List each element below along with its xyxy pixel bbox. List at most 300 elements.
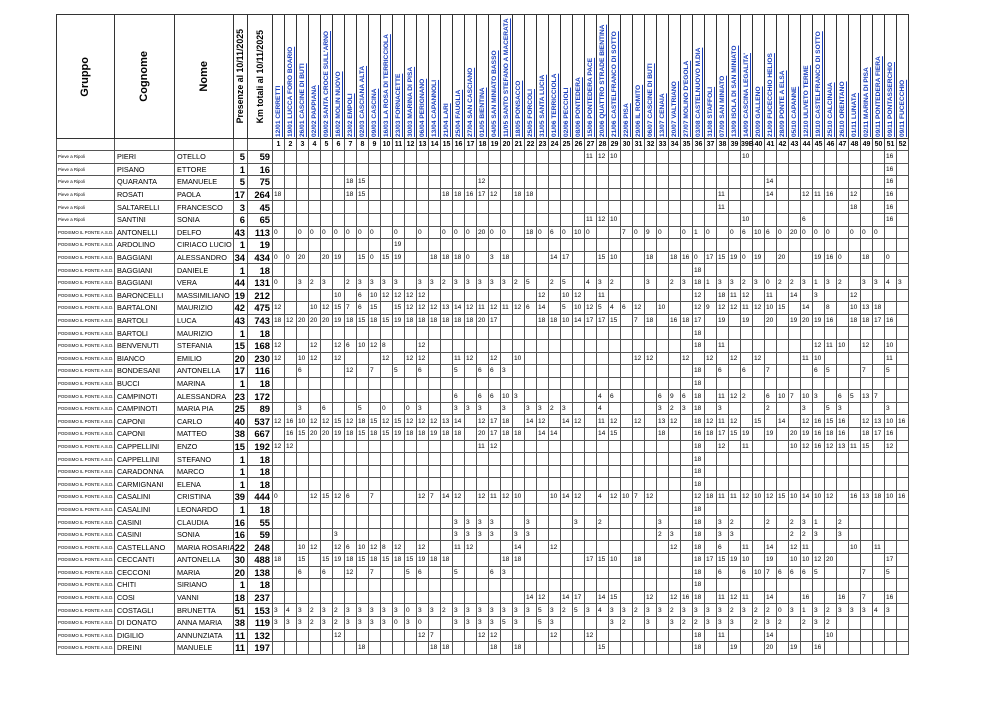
value-cell bbox=[417, 390, 429, 403]
value-cell bbox=[681, 188, 693, 201]
value-cell: 18 bbox=[441, 642, 453, 655]
km-cell: 537 bbox=[248, 415, 273, 428]
value-cell bbox=[753, 478, 765, 491]
value-cell bbox=[777, 629, 789, 642]
value-cell bbox=[393, 327, 405, 340]
value-cell bbox=[573, 365, 585, 378]
presence-cell: 6 bbox=[234, 213, 248, 226]
value-cell bbox=[585, 616, 597, 629]
value-cell: 18 bbox=[453, 428, 465, 441]
value-cell bbox=[285, 629, 297, 642]
value-cell bbox=[297, 528, 309, 541]
value-cell: 17 bbox=[477, 188, 489, 201]
value-cell: 0 bbox=[741, 251, 753, 264]
value-cell bbox=[393, 566, 405, 579]
value-cell bbox=[789, 503, 801, 516]
name-cell: MASSIMILIANO bbox=[175, 289, 234, 302]
value-cell bbox=[597, 465, 609, 478]
value-cell bbox=[501, 163, 513, 176]
race-header bbox=[513, 15, 525, 139]
value-cell bbox=[561, 616, 573, 629]
value-cell bbox=[849, 516, 861, 529]
value-cell: 12 bbox=[825, 491, 837, 504]
value-cell bbox=[273, 453, 285, 466]
km-cell: 248 bbox=[248, 541, 273, 554]
table-row bbox=[57, 428, 909, 441]
value-cell: 0 bbox=[885, 251, 897, 264]
value-cell bbox=[765, 478, 777, 491]
name-cell: ELENA bbox=[175, 478, 234, 491]
value-cell bbox=[501, 176, 513, 189]
table-row bbox=[57, 339, 909, 352]
value-cell: 3 bbox=[477, 516, 489, 529]
value-cell bbox=[585, 251, 597, 264]
value-cell: 10 bbox=[561, 289, 573, 302]
value-cell bbox=[321, 213, 333, 226]
value-cell bbox=[753, 377, 765, 390]
value-cell bbox=[285, 377, 297, 390]
value-cell bbox=[345, 327, 357, 340]
value-cell: 3 bbox=[489, 251, 501, 264]
value-cell: 14 bbox=[453, 302, 465, 315]
value-cell bbox=[321, 377, 333, 390]
name-cell: ETTORE bbox=[175, 163, 234, 176]
value-cell bbox=[357, 201, 369, 214]
value-cell: 3 bbox=[465, 528, 477, 541]
value-cell bbox=[297, 201, 309, 214]
value-cell bbox=[885, 289, 897, 302]
value-cell bbox=[741, 339, 753, 352]
race-name: 13/07 CENAIA bbox=[659, 93, 666, 137]
value-cell bbox=[657, 541, 669, 554]
race-number: 29 bbox=[609, 139, 621, 151]
table-row bbox=[57, 402, 909, 415]
value-cell bbox=[885, 516, 897, 529]
value-cell bbox=[825, 327, 837, 340]
value-cell bbox=[885, 377, 897, 390]
value-cell bbox=[789, 377, 801, 390]
value-cell bbox=[549, 352, 561, 365]
value-cell: 3 bbox=[813, 289, 825, 302]
value-cell bbox=[321, 352, 333, 365]
value-cell: 18 bbox=[405, 314, 417, 327]
value-cell bbox=[405, 365, 417, 378]
value-cell bbox=[813, 402, 825, 415]
value-cell bbox=[849, 415, 861, 428]
surname-cell: CAMPINOTI bbox=[115, 390, 175, 403]
value-cell bbox=[801, 579, 813, 592]
value-cell: 3 bbox=[837, 604, 849, 617]
value-cell bbox=[885, 302, 897, 315]
value-cell: 16 bbox=[837, 415, 849, 428]
value-cell: 12 bbox=[477, 629, 489, 642]
value-cell bbox=[501, 264, 513, 277]
value-cell bbox=[705, 365, 717, 378]
value-cell bbox=[453, 163, 465, 176]
value-cell bbox=[429, 377, 441, 390]
value-cell: 5 bbox=[597, 302, 609, 315]
km-cell: 59 bbox=[248, 151, 273, 164]
value-cell bbox=[765, 264, 777, 277]
value-cell: 10 bbox=[297, 352, 309, 365]
value-cell bbox=[705, 629, 717, 642]
value-cell bbox=[849, 465, 861, 478]
value-cell: 7 bbox=[369, 365, 381, 378]
value-cell bbox=[357, 163, 369, 176]
value-cell: 3 bbox=[885, 604, 897, 617]
value-cell: 0 bbox=[633, 226, 645, 239]
value-cell: 12 bbox=[417, 415, 429, 428]
race-number: 1 bbox=[273, 139, 285, 151]
surname-header-label: Cognome bbox=[138, 51, 150, 102]
value-cell bbox=[669, 226, 681, 239]
value-cell bbox=[789, 365, 801, 378]
value-cell: 0 bbox=[777, 604, 789, 617]
value-cell bbox=[885, 642, 897, 655]
value-cell bbox=[837, 176, 849, 189]
value-cell bbox=[309, 151, 321, 164]
value-cell bbox=[789, 616, 801, 629]
value-cell: 10 bbox=[813, 491, 825, 504]
value-cell bbox=[789, 339, 801, 352]
value-cell: 18 bbox=[693, 276, 705, 289]
value-cell bbox=[813, 201, 825, 214]
km-cell: 18 bbox=[248, 579, 273, 592]
table-row bbox=[57, 314, 909, 327]
value-cell bbox=[573, 327, 585, 340]
value-cell bbox=[849, 352, 861, 365]
value-cell: 11 bbox=[717, 188, 729, 201]
value-cell bbox=[273, 213, 285, 226]
value-cell: 12 bbox=[813, 554, 825, 567]
value-cell bbox=[801, 264, 813, 277]
value-cell bbox=[777, 377, 789, 390]
value-cell bbox=[669, 453, 681, 466]
name-header bbox=[175, 15, 234, 139]
value-cell: 18 bbox=[429, 554, 441, 567]
value-cell: 0 bbox=[393, 226, 405, 239]
value-cell bbox=[609, 465, 621, 478]
value-cell bbox=[897, 163, 909, 176]
race-header bbox=[573, 15, 585, 139]
value-cell: 11 bbox=[885, 352, 897, 365]
value-cell bbox=[309, 642, 321, 655]
value-cell bbox=[669, 579, 681, 592]
value-cell: 20 bbox=[477, 428, 489, 441]
race-name: 12/01 CERRETTI bbox=[275, 85, 282, 137]
value-cell bbox=[429, 465, 441, 478]
value-cell bbox=[309, 213, 321, 226]
value-cell: 11 bbox=[477, 440, 489, 453]
value-cell: 3 bbox=[729, 276, 741, 289]
value-cell: 12 bbox=[645, 591, 657, 604]
value-cell bbox=[429, 365, 441, 378]
value-cell bbox=[645, 415, 657, 428]
value-cell bbox=[849, 163, 861, 176]
value-cell bbox=[489, 289, 501, 302]
value-cell: 10 bbox=[801, 554, 813, 567]
value-cell bbox=[585, 339, 597, 352]
value-cell: 15 bbox=[393, 415, 405, 428]
value-cell bbox=[837, 541, 849, 554]
race-header bbox=[297, 15, 309, 139]
value-cell: 7 bbox=[861, 365, 873, 378]
value-cell: 12 bbox=[513, 302, 525, 315]
race-header bbox=[333, 15, 345, 139]
value-cell bbox=[825, 453, 837, 466]
value-cell bbox=[381, 264, 393, 277]
value-cell bbox=[873, 528, 885, 541]
value-cell: 3 bbox=[645, 604, 657, 617]
value-cell bbox=[741, 377, 753, 390]
value-cell bbox=[753, 176, 765, 189]
value-cell bbox=[273, 365, 285, 378]
value-cell bbox=[789, 453, 801, 466]
value-cell bbox=[681, 478, 693, 491]
table-row bbox=[57, 163, 909, 176]
value-cell bbox=[897, 579, 909, 592]
value-cell bbox=[417, 440, 429, 453]
race-header bbox=[489, 15, 501, 139]
value-cell bbox=[381, 163, 393, 176]
value-cell bbox=[645, 176, 657, 189]
value-cell bbox=[429, 453, 441, 466]
value-cell bbox=[477, 327, 489, 340]
value-cell bbox=[657, 616, 669, 629]
value-cell: 3 bbox=[813, 604, 825, 617]
value-cell bbox=[405, 201, 417, 214]
value-cell bbox=[813, 176, 825, 189]
value-cell bbox=[345, 465, 357, 478]
value-cell bbox=[633, 213, 645, 226]
table-row bbox=[57, 541, 909, 554]
value-cell bbox=[609, 339, 621, 352]
value-cell: 19 bbox=[753, 251, 765, 264]
value-cell bbox=[741, 579, 753, 592]
value-cell: 12 bbox=[309, 491, 321, 504]
value-cell: 12 bbox=[753, 302, 765, 315]
value-cell bbox=[465, 239, 477, 252]
value-cell bbox=[765, 528, 777, 541]
value-cell bbox=[861, 201, 873, 214]
value-cell bbox=[333, 327, 345, 340]
value-cell: 12 bbox=[477, 415, 489, 428]
value-cell bbox=[837, 453, 849, 466]
value-cell bbox=[789, 415, 801, 428]
value-cell bbox=[861, 377, 873, 390]
value-cell bbox=[861, 478, 873, 491]
value-cell: 19 bbox=[729, 251, 741, 264]
value-cell: 16 bbox=[849, 491, 861, 504]
value-cell: 15 bbox=[381, 554, 393, 567]
race-name: 21/09 FUCECCHIO HELIOS bbox=[767, 53, 774, 137]
value-cell: 12 bbox=[393, 541, 405, 554]
value-cell: 18 bbox=[549, 314, 561, 327]
race-name: 27/04 SAN CASCIANO bbox=[467, 67, 474, 137]
value-cell bbox=[621, 327, 633, 340]
value-cell: 12 bbox=[345, 365, 357, 378]
presence-cell: 44 bbox=[234, 276, 248, 289]
value-cell: 3 bbox=[477, 276, 489, 289]
value-cell bbox=[849, 616, 861, 629]
value-cell bbox=[465, 566, 477, 579]
value-cell bbox=[489, 591, 501, 604]
value-cell bbox=[417, 151, 429, 164]
value-cell: 3 bbox=[465, 516, 477, 529]
value-cell bbox=[789, 163, 801, 176]
value-cell bbox=[705, 465, 717, 478]
value-cell: 12 bbox=[489, 188, 501, 201]
value-cell: 5 bbox=[453, 566, 465, 579]
value-cell bbox=[753, 440, 765, 453]
value-cell bbox=[765, 465, 777, 478]
value-cell: 12 bbox=[489, 440, 501, 453]
race-number: 33 bbox=[657, 139, 669, 151]
value-cell bbox=[681, 428, 693, 441]
value-cell bbox=[813, 591, 825, 604]
value-cell bbox=[621, 314, 633, 327]
value-cell bbox=[885, 616, 897, 629]
value-cell bbox=[897, 591, 909, 604]
value-cell bbox=[729, 541, 741, 554]
value-cell: 2 bbox=[753, 616, 765, 629]
value-cell: 10 bbox=[885, 491, 897, 504]
value-cell bbox=[669, 365, 681, 378]
value-cell: 3 bbox=[453, 276, 465, 289]
value-cell bbox=[549, 163, 561, 176]
value-cell bbox=[321, 516, 333, 529]
value-cell: 3 bbox=[477, 528, 489, 541]
value-cell bbox=[525, 176, 537, 189]
value-cell: 6 bbox=[321, 566, 333, 579]
value-cell bbox=[393, 213, 405, 226]
value-cell bbox=[537, 151, 549, 164]
value-cell bbox=[345, 151, 357, 164]
value-cell: 10 bbox=[741, 554, 753, 567]
value-cell: 2 bbox=[561, 604, 573, 617]
presence-cell: 43 bbox=[234, 314, 248, 327]
value-cell bbox=[465, 554, 477, 567]
value-cell: 18 bbox=[537, 314, 549, 327]
value-cell bbox=[549, 642, 561, 655]
value-cell: 2 bbox=[441, 276, 453, 289]
value-cell bbox=[705, 339, 717, 352]
value-cell bbox=[669, 629, 681, 642]
value-cell: 0 bbox=[585, 226, 597, 239]
value-cell bbox=[285, 402, 297, 415]
value-cell bbox=[825, 591, 837, 604]
value-cell bbox=[681, 629, 693, 642]
value-cell: 18 bbox=[693, 365, 705, 378]
value-cell: 3 bbox=[873, 276, 885, 289]
value-cell bbox=[273, 629, 285, 642]
value-cell bbox=[369, 579, 381, 592]
value-cell: 17 bbox=[489, 428, 501, 441]
value-cell bbox=[561, 151, 573, 164]
value-cell bbox=[429, 516, 441, 529]
group-cell: PODISMO IL PONTE A.S.D. bbox=[57, 352, 115, 365]
value-cell bbox=[537, 377, 549, 390]
value-cell bbox=[837, 352, 849, 365]
value-cell bbox=[525, 264, 537, 277]
value-cell bbox=[621, 516, 633, 529]
value-cell bbox=[753, 629, 765, 642]
value-cell: 18 bbox=[669, 251, 681, 264]
value-cell: 0 bbox=[873, 226, 885, 239]
value-cell: 15 bbox=[369, 302, 381, 315]
value-cell: 10 bbox=[777, 390, 789, 403]
value-cell: 2 bbox=[753, 604, 765, 617]
value-cell: 18 bbox=[849, 201, 861, 214]
value-cell bbox=[513, 239, 525, 252]
value-cell bbox=[285, 226, 297, 239]
value-cell bbox=[465, 377, 477, 390]
value-cell: 2 bbox=[621, 616, 633, 629]
value-cell bbox=[741, 176, 753, 189]
value-cell bbox=[501, 314, 513, 327]
value-cell bbox=[465, 151, 477, 164]
value-cell bbox=[633, 566, 645, 579]
value-cell bbox=[657, 176, 669, 189]
value-cell bbox=[705, 390, 717, 403]
value-cell bbox=[273, 377, 285, 390]
value-cell: 6 bbox=[345, 491, 357, 504]
value-cell: 12 bbox=[609, 491, 621, 504]
value-cell bbox=[657, 264, 669, 277]
value-cell bbox=[633, 579, 645, 592]
value-cell: 11 bbox=[813, 188, 825, 201]
value-cell: 8 bbox=[381, 541, 393, 554]
value-cell bbox=[753, 528, 765, 541]
race-header bbox=[789, 15, 801, 139]
value-cell bbox=[609, 453, 621, 466]
value-cell bbox=[717, 264, 729, 277]
value-cell bbox=[345, 516, 357, 529]
value-cell bbox=[273, 163, 285, 176]
value-cell bbox=[285, 163, 297, 176]
value-cell bbox=[837, 201, 849, 214]
value-cell bbox=[729, 314, 741, 327]
value-cell bbox=[849, 276, 861, 289]
value-cell: 3 bbox=[297, 616, 309, 629]
value-cell bbox=[897, 428, 909, 441]
value-cell: 2 bbox=[669, 276, 681, 289]
value-cell bbox=[609, 579, 621, 592]
value-cell bbox=[837, 213, 849, 226]
value-cell bbox=[861, 528, 873, 541]
value-cell: 10 bbox=[789, 440, 801, 453]
value-cell bbox=[549, 365, 561, 378]
value-cell bbox=[621, 377, 633, 390]
value-cell: 17 bbox=[873, 314, 885, 327]
value-cell bbox=[813, 239, 825, 252]
value-cell bbox=[573, 264, 585, 277]
value-cell bbox=[333, 566, 345, 579]
value-cell bbox=[645, 566, 657, 579]
value-cell bbox=[441, 528, 453, 541]
value-cell bbox=[633, 453, 645, 466]
value-cell: 6 bbox=[621, 302, 633, 315]
value-cell bbox=[717, 176, 729, 189]
value-cell bbox=[825, 503, 837, 516]
value-cell bbox=[393, 402, 405, 415]
value-cell bbox=[681, 365, 693, 378]
value-cell bbox=[513, 503, 525, 516]
value-cell bbox=[525, 491, 537, 504]
race-number: 19 bbox=[489, 139, 501, 151]
race-name: 14/09 CASCINA LEGALITA' bbox=[743, 52, 750, 137]
value-cell bbox=[393, 629, 405, 642]
